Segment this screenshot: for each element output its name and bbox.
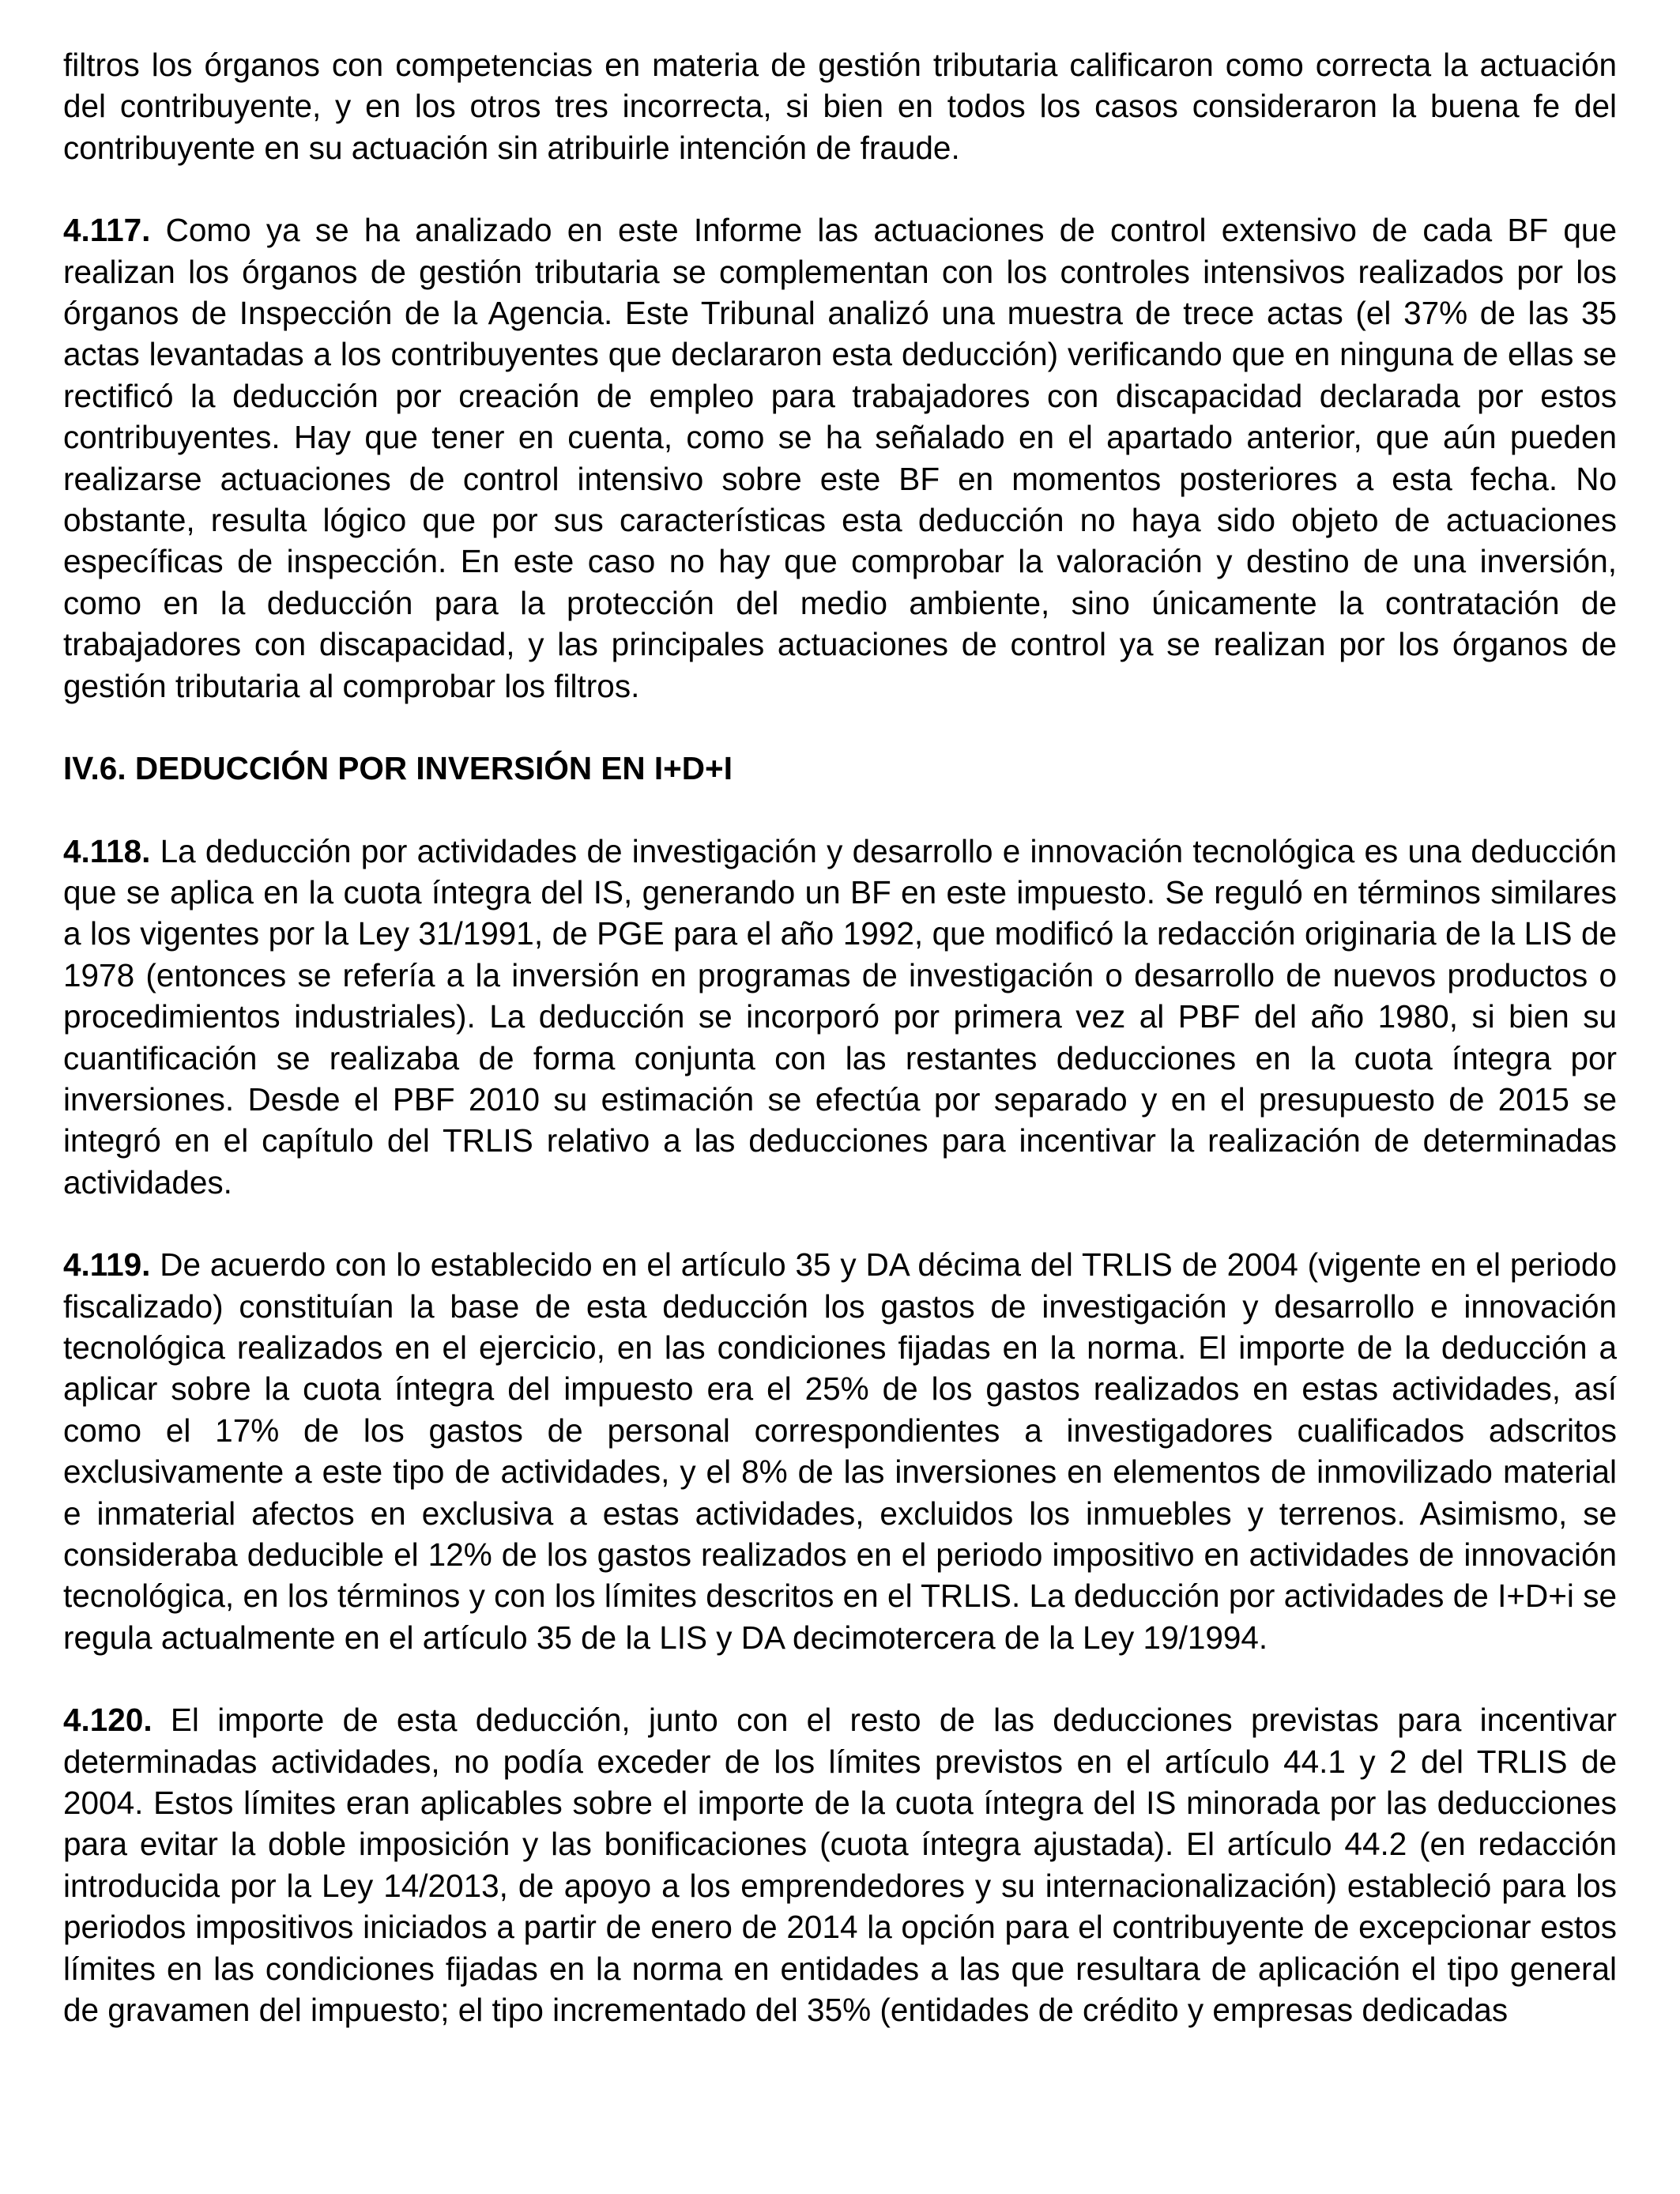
paragraph-text: Como ya se ha analizado en este Informe las actuaciones de control extensivo de cada BF que realizan los órganos de gestión tributaria se complementan con los controles intensivos realizados por los órganos de Inspección de la Agencia. Este Tribunal analizó una muestra de trece actas (el 37% de las 35 actas levantadas a los contribuyentes que declararon esta deducción) verificando que en ninguna de ellas se rectificó la deducción por creación de empleo para trabajadores con discapacidad declarada por estos contribuyentes. Hay que tener en cuenta, como se ha señalado en el apartado anterior, que aún pueden realizarse actuaciones de control intensivo sobre este BF en momentos posteriores a esta fecha. No obstante, resulta lógico que por sus características esta deducción no haya sido objeto de actuaciones específicas de inspección. En este caso no hay que comprobar la valoración y destino de una inversión, como en la deducción para la protección del medio ambiente, sino únicamente la contratación de trabajadores con discapacidad, y las principales actuaciones de control ya se realizan por los órganos de gestión tributaria al comprobar los filtros. (63, 212, 1617, 704)
paragraph-number: 4.119. (63, 1246, 151, 1284)
section-heading: IV.6. DEDUCCIÓN POR INVERSIÓN EN I+D+I (63, 750, 733, 787)
paragraph-text: El importe de esta deducción, junto con el resto de las deducciones previstas para incentivar determinadas actividades, no podía exceder de los límites previstos en el artículo 44.1 y 2 del TRLIS de 2004. Estos límites eran aplicables sobre el importe de la cuota íntegra del IS minorada por las deducciones para evitar la doble imposición y las bonificaciones (cuota íntegra ajustada). El artículo 44.2 (en redacción introducida por la Ley 14/2013, de apoyo a los emprendedores y su internacionalización) estableció para los periodos impositivos iniciados a partir de enero de 2014 la opción para el contribuyente de excepcionar estos límites en las condiciones fijadas en la norma en entidades a las que resultara de aplicación el tipo general de gravamen del impuesto; el tipo incrementado del 35% (entidades de crédito y empresas dedicadas (63, 1702, 1617, 2029)
paragraph-4-118 (63, 831, 1617, 1204)
paragraph-4-120 (63, 1699, 1617, 2030)
paragraph-text: De acuerdo con lo establecido en el artículo 35 y DA décima del TRLIS de 2004 (vigente en el periodo fiscalizado) constituían la base de esta deducción los gastos de investigación y desarrollo e innovación tecnológica realizados en el ejercicio, en las condiciones fijadas en la norma. El importe de la deducción a aplicar sobre la cuota íntegra del impuesto era el 25% de los gastos realizados en estas actividades, así como el 17% de los gastos de personal correspondientes a investigadores cualificados adscritos exclusivamente a este tipo de actividades, y el 8% de las inversiones en elementos de inmovilizado material e inmaterial afectos en exclusiva a estas actividades, excluidos los inmuebles y terrenos. Asimismo, se consideraba deducible el 12% de los gastos realizados en el periodo impositivo en actividades de innovación tecnológica, en los términos y con los límites descritos en el TRLIS. La deducción por actividades de I+D+i se regula actualmente en el artículo 35 de la LIS y DA decimotercera de la Ley 19/1994. (63, 1246, 1617, 1656)
paragraph-4-117 (63, 209, 1617, 707)
paragraph-number: 4.117. (63, 212, 151, 249)
paragraph-4-119 (63, 1244, 1617, 1658)
paragraph-number: 4.120. (63, 1702, 153, 1739)
document-page (63, 44, 1617, 2071)
paragraph-number: 4.118. (63, 832, 151, 869)
intro-paragraph-text: filtros los órganos con competencias en materia de gestión tributaria calificaron como correcta la actuación del contribuyente, y en los otros tres incorrecta, si bien en todos los casos consideraron la buena fe del contribuyente en su actuación sin atribuirle intención de fraude. (63, 47, 1617, 166)
paragraph-text: La deducción por actividades de investigación y desarrollo e innovación tecnológica es una deducción que se aplica en la cuota íntegra del IS, generando un BF en este impuesto. Se reguló en términos similares a los vigentes por la Ley 31/1991, de PGE para el año 1992, que modificó la redacción originaria de la LIS de 1978 (entonces se refería a la inversión en programas de investigación o desarrollo de nuevos productos o procedimientos industriales). La deducción se incorporó por primera vez al PBF del año 1980, si bien su cuantificación se realizaba de forma conjunta con las restantes deducciones en la cuota íntegra por inversiones. Desde el PBF 2010 su estimación se efectúa por separado y en el presupuesto de 2015 se integró en el capítulo del TRLIS relativo a las deducciones para incentivar la realización de determinadas actividades. (63, 832, 1617, 1201)
intro-paragraph (63, 44, 1617, 168)
